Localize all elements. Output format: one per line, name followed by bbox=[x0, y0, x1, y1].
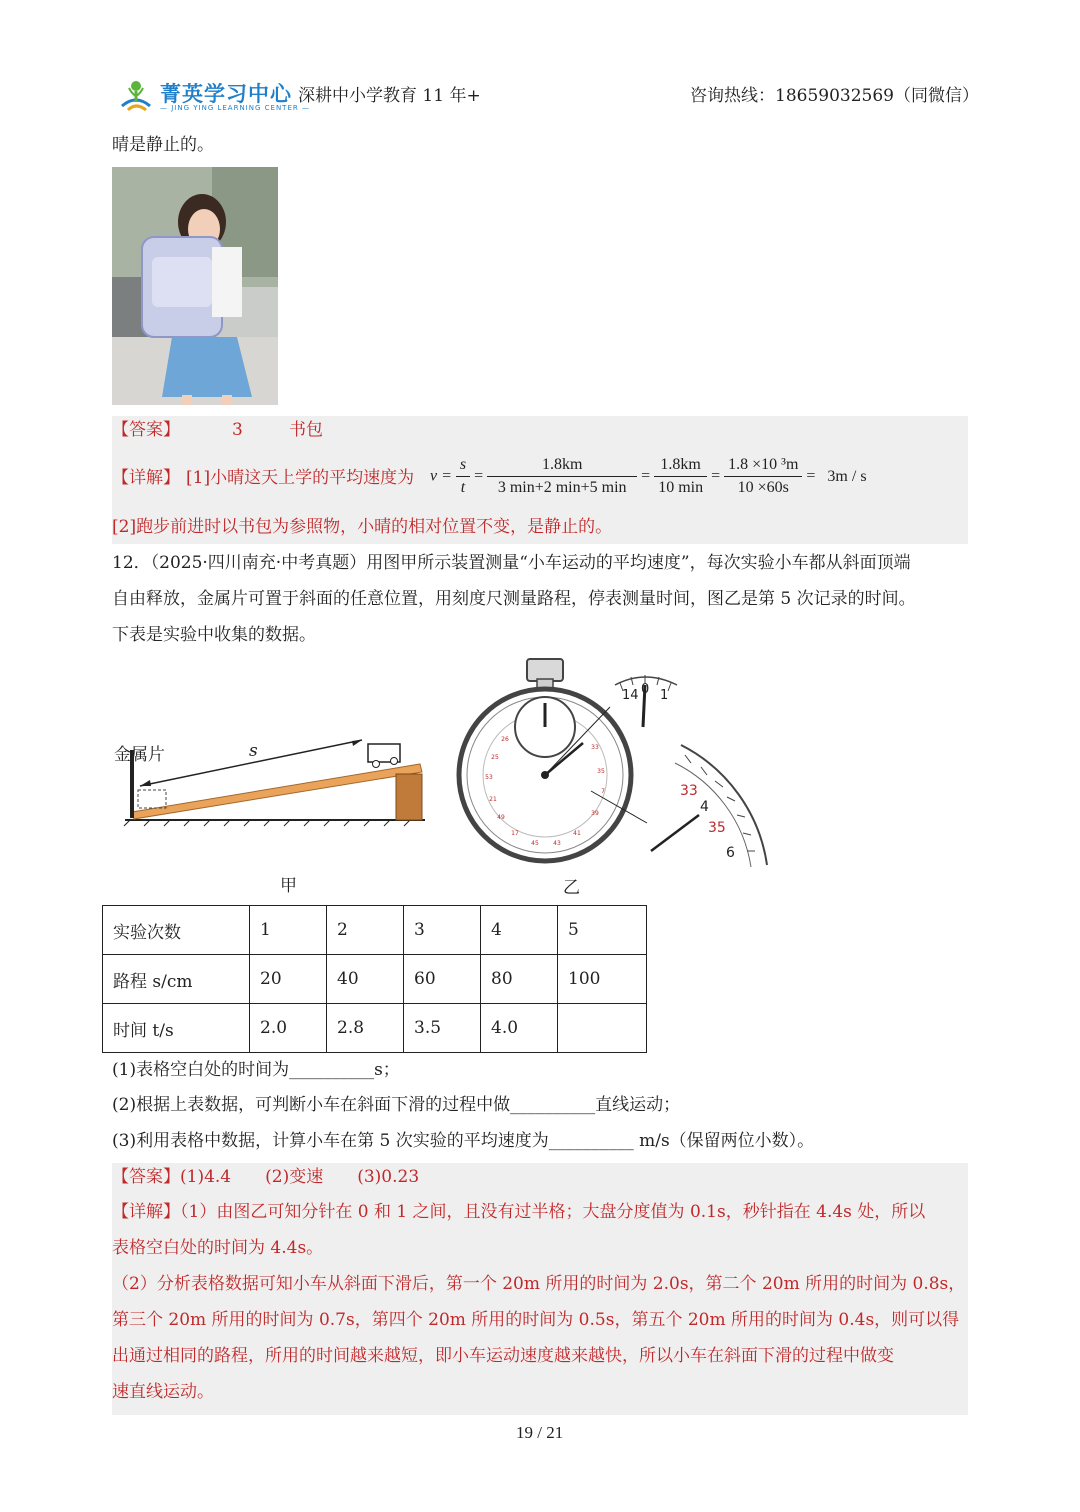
minute-mark-14: 14 bbox=[622, 688, 639, 703]
figure-caption-a: 甲 bbox=[280, 876, 297, 896]
fraction-denominator: 10 min bbox=[658, 479, 704, 496]
second-mark-35: 35 bbox=[708, 820, 726, 836]
svg-text:43: 43 bbox=[553, 840, 561, 847]
distance-s-label: s bbox=[249, 741, 258, 761]
svg-text:39: 39 bbox=[591, 810, 599, 817]
svg-text:45: 45 bbox=[531, 840, 539, 847]
answer-value-1: 3 bbox=[232, 420, 243, 440]
svg-text:21: 21 bbox=[489, 796, 497, 803]
answer-12-detail-4: 第三个 20m 所用的时间为 0.7s，第四个 20m 所用的时间为 0.5s，第五个 20m 所用的时间为 0.4s，则可以得 bbox=[112, 1310, 960, 1330]
svg-text:53: 53 bbox=[485, 774, 493, 781]
fraction-numerator: 1.8km bbox=[487, 456, 637, 477]
svg-text:7: 7 bbox=[601, 788, 605, 795]
detail-2-text: [2]跑步前进时以书包为参照物，小晴的相对位置不变，是静止的。 bbox=[112, 517, 613, 537]
logo-text: 菁英学习中心 bbox=[160, 82, 292, 106]
fraction-denominator: 3 min+2 min+5 min bbox=[497, 479, 627, 496]
fraction-s-over-t bbox=[456, 456, 470, 497]
second-mark-6: 6 bbox=[726, 845, 735, 861]
svg-text:26: 26 bbox=[501, 736, 509, 743]
table-cell: 2.8 bbox=[327, 1004, 404, 1053]
sub-question-2: (2)根据上表数据，可判断小车在斜面下滑的过程中做__________直线运动； bbox=[112, 1095, 681, 1115]
fraction-denominator: 10 ×60s bbox=[737, 479, 789, 496]
detail-tag: 【详解】 bbox=[112, 468, 180, 488]
table-cell: 80 bbox=[481, 955, 558, 1004]
table-cell: 40 bbox=[327, 955, 404, 1004]
table-header-cell: 实验次数 bbox=[103, 906, 250, 955]
svg-text:33: 33 bbox=[591, 744, 599, 751]
sub-question-1: (1)表格空白处的时间为__________s； bbox=[112, 1060, 400, 1080]
stopwatch-diagram bbox=[455, 655, 785, 870]
intro-line: 晴是静止的。 bbox=[112, 135, 214, 155]
svg-text:49: 49 bbox=[497, 814, 505, 821]
table-header-cell: 路程 s/cm bbox=[103, 955, 250, 1004]
svg-text:35: 35 bbox=[597, 768, 605, 775]
answer-12-detail-2: 表格空白处的时间为 4.4s。 bbox=[112, 1238, 324, 1258]
table-cell: 20 bbox=[250, 955, 327, 1004]
fraction-numerator: 1.8km bbox=[654, 456, 707, 477]
speed-formula: v = $\frac{s}{t}$ = $\frac{1.8km}{3 \min+2 \min+5 \min}$ = $\frac{1.8km}{10 \min}$ = $\frac{\text{1.8 ×10 ³m}}{10 \times 60s}$ = 3m / s bbox=[430, 456, 867, 496]
formula-result: 3m / s bbox=[827, 467, 867, 485]
table-row bbox=[103, 955, 647, 1004]
logo-icon bbox=[116, 78, 156, 112]
answer-12-detail-5: 出通过相同的路程，所用的时间越来越短，即小车运动速度越来越快，所以小车在斜面下滑的过程中做变 bbox=[112, 1346, 894, 1366]
table-cell: 3.5 bbox=[404, 1004, 481, 1053]
fraction-3 bbox=[724, 456, 802, 497]
minute-mark-0: 0 bbox=[641, 682, 650, 697]
table-header-cell: 时间 t/s bbox=[103, 1004, 250, 1053]
fraction-numerator: s bbox=[456, 456, 470, 477]
header bbox=[112, 76, 979, 116]
answer-value-2: 书包 bbox=[289, 420, 323, 440]
answer-12-detail-6: 速直线运动。 bbox=[112, 1382, 214, 1402]
formula-v: v = bbox=[430, 467, 452, 485]
svg-text:25: 25 bbox=[491, 754, 499, 761]
girl-backpack-photo bbox=[112, 167, 278, 405]
answer-12-line: 【答案】(1)4.4 (2)变速 (3)0.23 bbox=[112, 1167, 420, 1187]
page-number: 19 / 21 bbox=[516, 1423, 564, 1442]
detail-1-text: [1]小晴这天上学的平均速度为 bbox=[186, 468, 415, 488]
question-12-line-1: 12．（2025·四川南充·中考真题）用图甲所示装置测量“小车运动的平均速度”，每次实验小车都从斜面顶端 bbox=[112, 553, 911, 573]
question-12-line-3: 下表是实验中收集的数据。 bbox=[112, 625, 316, 645]
table-row bbox=[103, 906, 647, 955]
answer-12-detail-3: （2）分析表格数据可知小车从斜面下滑后，第一个 20m 所用的时间为 2.0s，第二个 20m 所用的时间为 0.8s， bbox=[112, 1274, 966, 1294]
table-cell: 60 bbox=[404, 955, 481, 1004]
logo-subtext: — JING YING LEARNING CENTER — bbox=[160, 104, 310, 112]
table-cell: 5 bbox=[558, 906, 647, 955]
svg-text:41: 41 bbox=[573, 830, 581, 837]
table-cell: 4.0 bbox=[481, 1004, 558, 1053]
fraction-2 bbox=[654, 456, 707, 497]
fraction-numerator: 1.8 ×10 ³m bbox=[724, 456, 802, 477]
header-tagline: 深耕中小学教育 11 年+ bbox=[298, 86, 481, 106]
cart-icon bbox=[368, 744, 400, 768]
data-table bbox=[102, 905, 647, 1053]
question-12-line-2: 自由释放，金属片可置于斜面的任意位置，用刻度尺测量路程，停表测量时间，图乙是第 5 次记录的时间。 bbox=[112, 589, 916, 609]
figure-caption-b: 乙 bbox=[563, 878, 580, 898]
table-cell: 1 bbox=[250, 906, 327, 955]
table-cell-blank bbox=[558, 1004, 647, 1053]
second-mark-33: 33 bbox=[680, 783, 698, 799]
metal-plate-label: 金属片 bbox=[114, 745, 165, 765]
table-cell: 3 bbox=[404, 906, 481, 955]
table-cell: 100 bbox=[558, 955, 647, 1004]
second-mark-4: 4 bbox=[700, 799, 709, 815]
fraction-denominator: t bbox=[460, 479, 466, 496]
header-hotline: 咨询热线：18659032569（同微信） bbox=[690, 86, 979, 106]
minute-mark-1: 1 bbox=[660, 688, 669, 703]
sub-question-3: (3)利用表格中数据，计算小车在第 5 次实验的平均速度为__________ m/s（保留两位小数）。 bbox=[112, 1131, 815, 1151]
svg-text:17: 17 bbox=[511, 830, 519, 837]
table-row bbox=[103, 1004, 647, 1053]
table-cell: 4 bbox=[481, 906, 558, 955]
table-cell: 2.0 bbox=[250, 1004, 327, 1053]
table-cell: 2 bbox=[327, 906, 404, 955]
answer-tag: 【答案】 bbox=[112, 420, 180, 440]
answer-12-detail-1: 【详解】（1）由图乙可知分针在 0 和 1 之间，且没有过半格；大盘分度值为 0.1s，秒针指在 4.4s 处，所以 bbox=[112, 1202, 926, 1222]
fraction-1 bbox=[487, 456, 637, 497]
